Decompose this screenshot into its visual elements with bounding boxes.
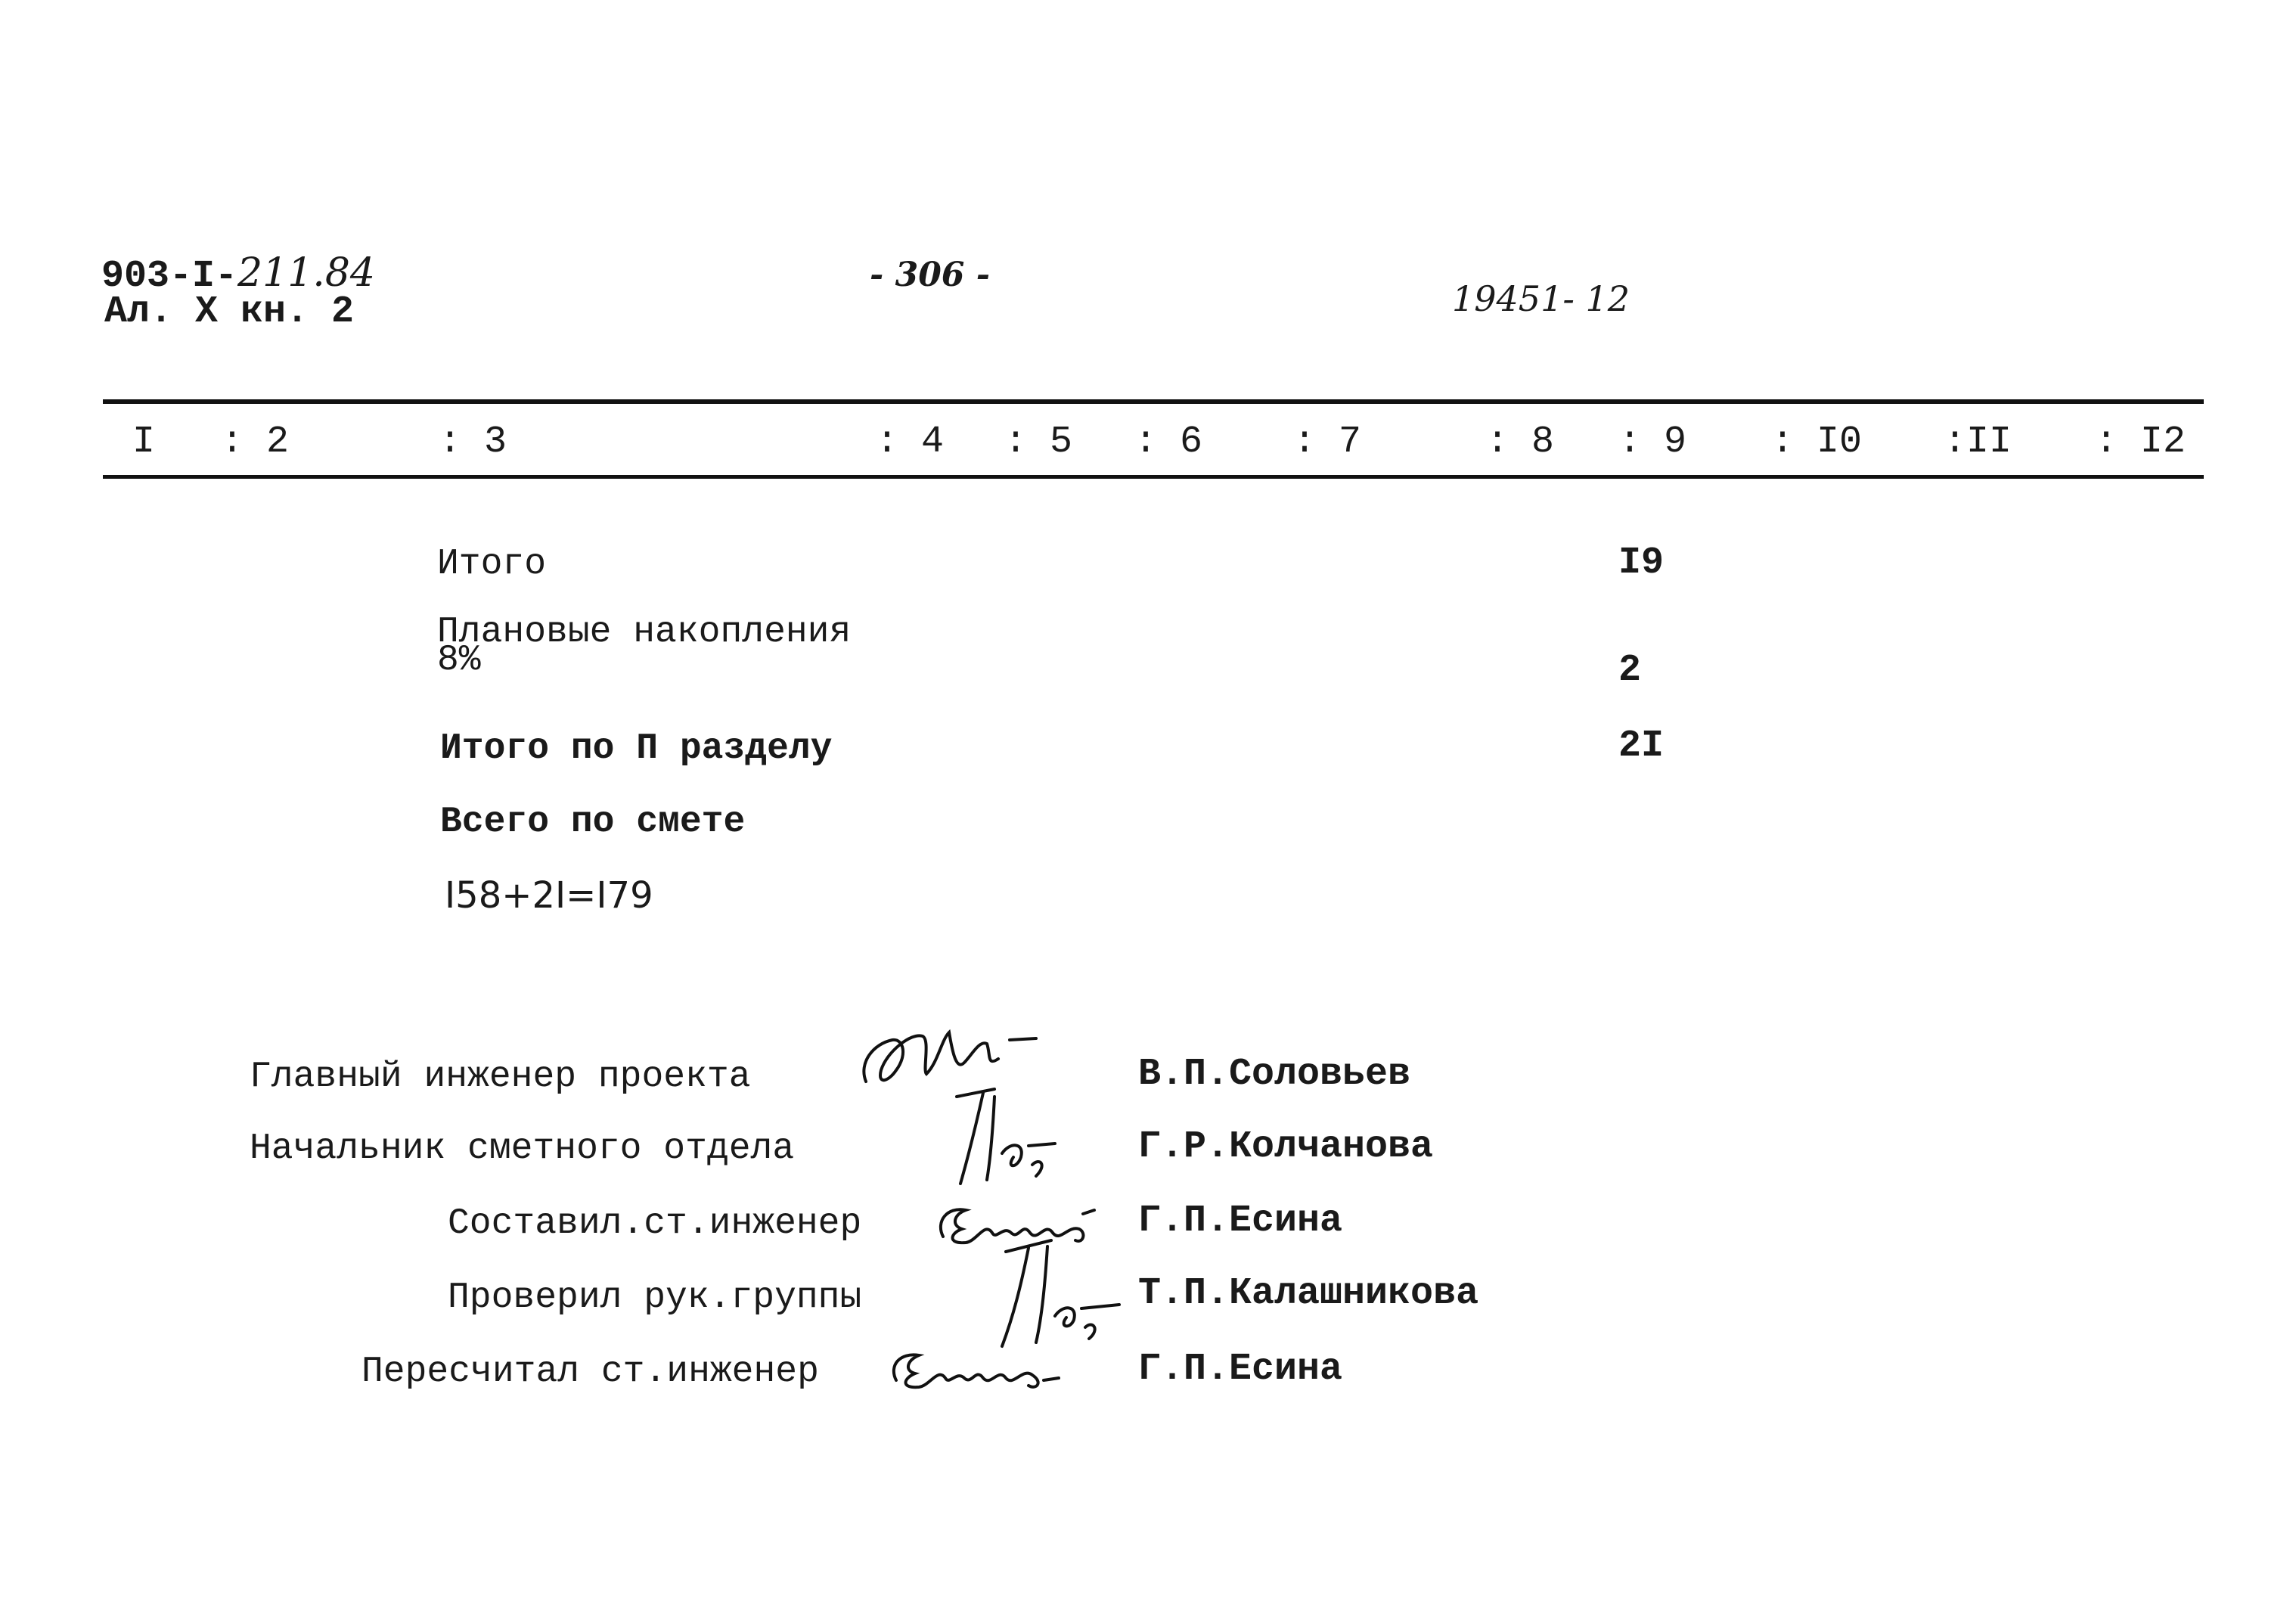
document-code-handwritten: 211.84 [237, 250, 375, 296]
handwritten-signature-4 [983, 1233, 1134, 1354]
summary-value-section-total: 2I [1618, 725, 1665, 768]
signature-title-chief-engineer: Главный инженер проекта [250, 1057, 751, 1097]
signature-title-estimate-head: Начальник сметного отдела [250, 1128, 795, 1169]
handwritten-signature-5 [885, 1339, 1066, 1407]
signature-title-recalculated-by: Пересчитал ст.инженер [361, 1352, 819, 1392]
registration-number: 19451- 12 [1452, 278, 1630, 319]
document-code [101, 250, 375, 298]
signature-name-chief-engineer: В.П.Соловьев [1138, 1053, 1411, 1096]
column-number-3: : 3 [439, 421, 507, 464]
table-header-rule [103, 475, 2204, 479]
table-top-rule [103, 399, 2204, 404]
grand-total-formula: I58+2I=I79 [445, 874, 653, 917]
column-number-10: : I0 [1771, 421, 1863, 464]
signature-name-compiled-by: Г.П.Есина [1138, 1200, 1343, 1243]
album-book-label: Ал. X кн. 2 [104, 290, 355, 334]
signature-title-checked-by: Проверил рук.группы [448, 1277, 862, 1318]
column-number-6: : 6 [1134, 421, 1203, 464]
summary-label-section-total: Итого по П разделу [440, 728, 833, 769]
signature-name-estimate-head: Г.Р.Колчанова [1138, 1125, 1434, 1169]
summary-value-planned-savings: 2 [1618, 649, 1642, 692]
page-number: - 306 - [870, 256, 991, 294]
column-number-2: : 2 [221, 421, 290, 464]
summary-label-grand-total: Всего по смете [440, 802, 746, 843]
document-code-prefix: 903-I- [101, 255, 238, 298]
column-number-7: : 7 [1293, 421, 1362, 464]
column-number-9: : 9 [1618, 421, 1687, 464]
column-number-8: : 8 [1486, 421, 1555, 464]
summary-value-total: I9 [1618, 542, 1665, 585]
signature-name-recalculated-by: Г.П.Есина [1138, 1348, 1343, 1391]
column-number-5: : 5 [1004, 421, 1073, 464]
column-number-4: : 4 [876, 421, 945, 464]
signature-title-compiled-by: Составил.ст.инженер [448, 1203, 862, 1244]
handwritten-signature-2 [942, 1082, 1078, 1195]
column-number-12: : I2 [2095, 421, 2186, 464]
column-number-1: I [132, 421, 156, 464]
summary-label-planned-savings: Плановые накопления 8% [437, 612, 852, 681]
column-number-11: :II [1944, 421, 2012, 464]
signature-name-checked-by: Т.П.Калашникова [1138, 1272, 1479, 1315]
summary-label-total: Итого [437, 544, 547, 585]
